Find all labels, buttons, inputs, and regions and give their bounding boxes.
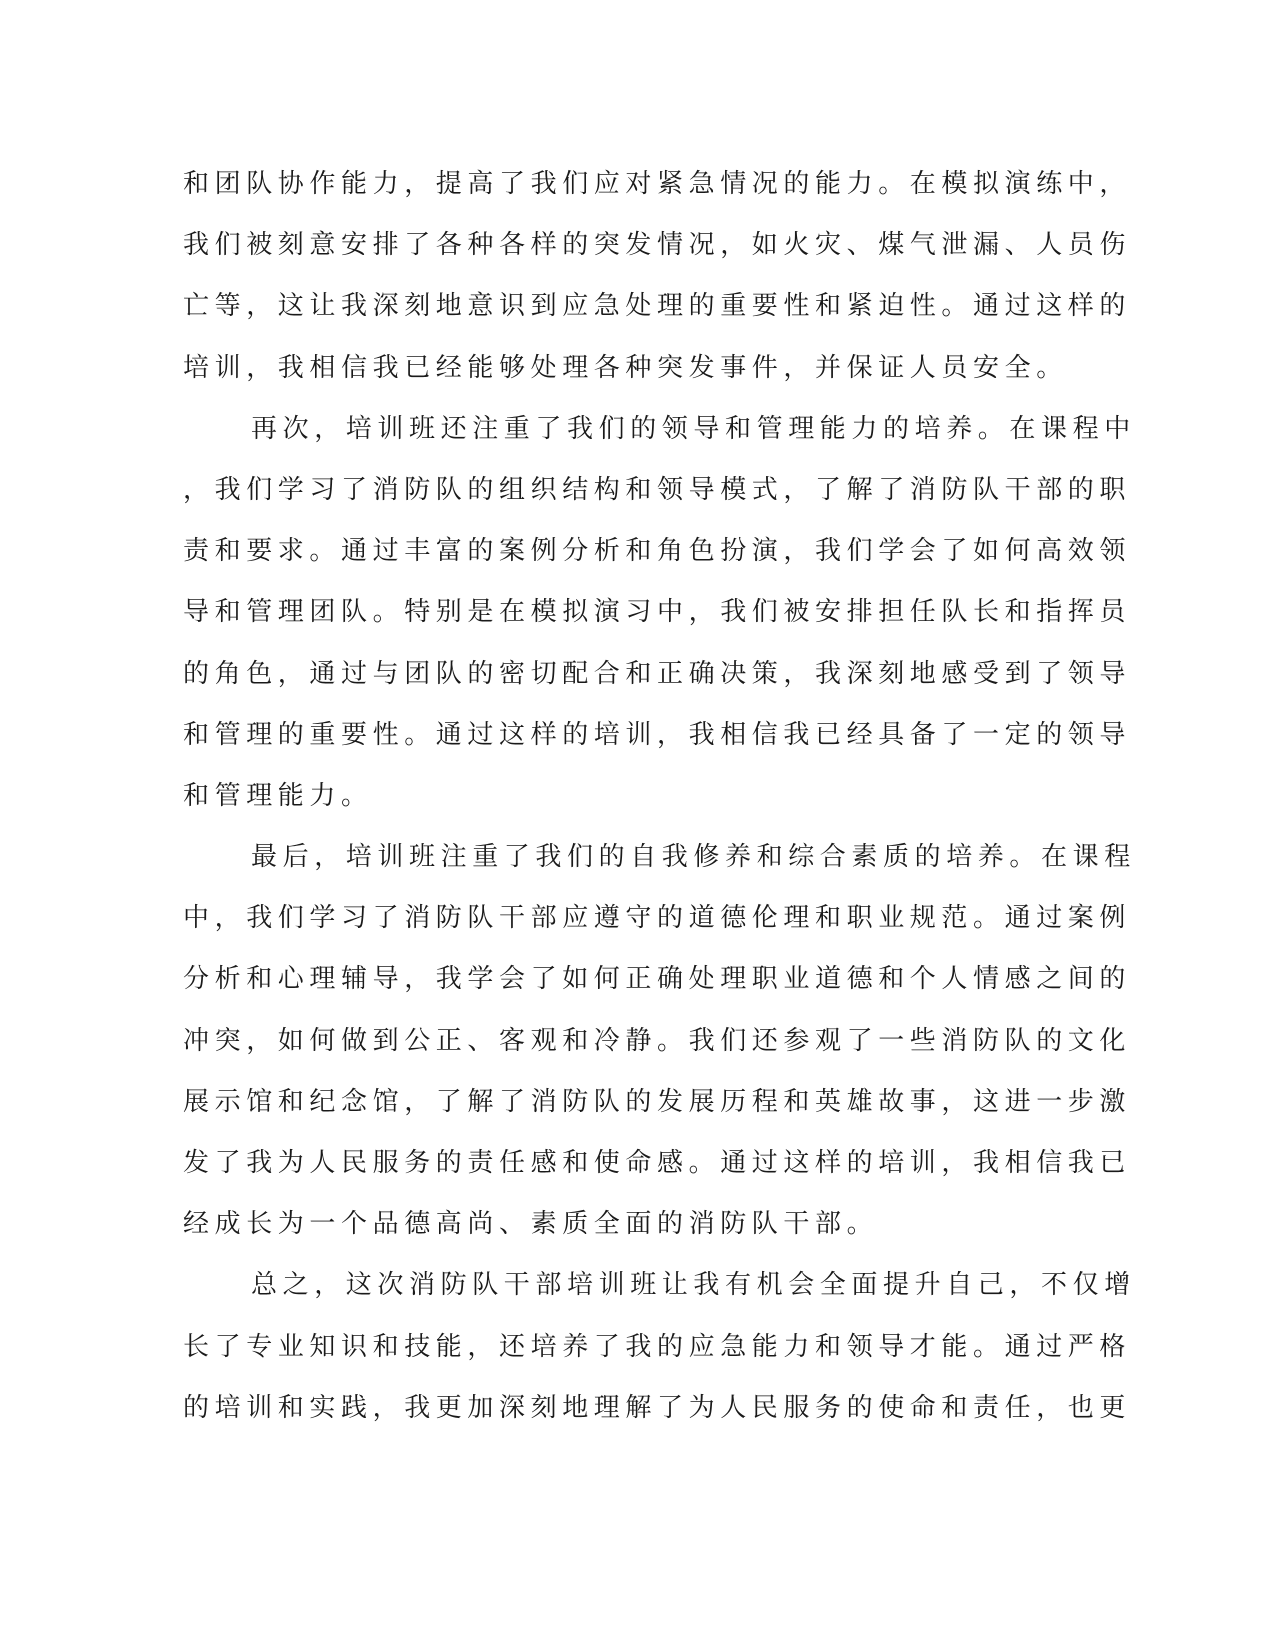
body-line-1: 和团队协作能力，提高了我们应对紧急情况的能力。在模拟演练中， [183,169,1132,199]
body-line-13: 中，我们学习了消防队干部应遵守的道德伦理和职业规范。通过案例 [183,903,1132,934]
body-line-11: 和管理能力。 [183,780,373,811]
body-line-15: 冲突，如何做到公正、客观和冷静。我们还参观了一些消防队的文化 [183,1025,1132,1056]
body-line-18: 经成长为一个品德高尚、素质全面的消防队干部。 [183,1209,879,1240]
body-line-9: 的角色，通过与团队的密切配合和正确决策，我深刻地感受到了领导 [183,658,1132,689]
body-line-2: 我们被刻意安排了各种各样的突发情况，如火灾、煤气泄漏、人员伤 [183,230,1132,261]
body-line-6: ，我们学习了消防队的组织结构和领导模式，了解了消防队干部的职 [183,474,1132,505]
body-line-20: 长了专业知识和技能，还培养了我的应急能力和领导才能。通过严格 [183,1331,1132,1362]
paragraph-start-line: 最后，培训班注重了我们的自我修养和综合素质的培养。在课程 [251,842,1136,873]
body-line-8: 导和管理团队。特别是在模拟演习中，我们被安排担任队长和指挥员 [183,597,1132,628]
document-body [183,160,1136,1445]
paragraph-start-line: 再次，培训班还注重了我们的领导和管理能力的培养。在课程中 [251,413,1136,444]
body-line-10: 和管理的重要性。通过这样的培训，我相信我已经具备了一定的领导 [183,719,1132,750]
body-line-3: 亡等，这让我深刻地意识到应急处理的重要性和紧迫性。通过这样的 [183,291,1132,322]
body-line-17: 发了我为人民服务的责任感和使命感。通过这样的培训，我相信我已 [183,1148,1132,1178]
body-line-14: 分析和心理辅导，我学会了如何正确处理职业道德和个人情感之间的 [183,964,1132,995]
body-line-7: 责和要求。通过丰富的案例分析和角色扮演，我们学会了如何高效领 [183,536,1132,567]
paragraph-start-line: 总之，这次消防队干部培训班让我有机会全面提升自己，不仅增 [251,1270,1136,1301]
body-line-16: 展示馆和纪念馆，了解了消防队的发展历程和英雄故事，这进一步激 [183,1086,1132,1117]
body-line-21: 的培训和实践，我更加深刻地理解了为人民服务的使命和责任，也更 [183,1392,1132,1423]
body-line-4: 培训，我相信我已经能够处理各种突发事件，并保证人员安全。 [183,352,1068,383]
